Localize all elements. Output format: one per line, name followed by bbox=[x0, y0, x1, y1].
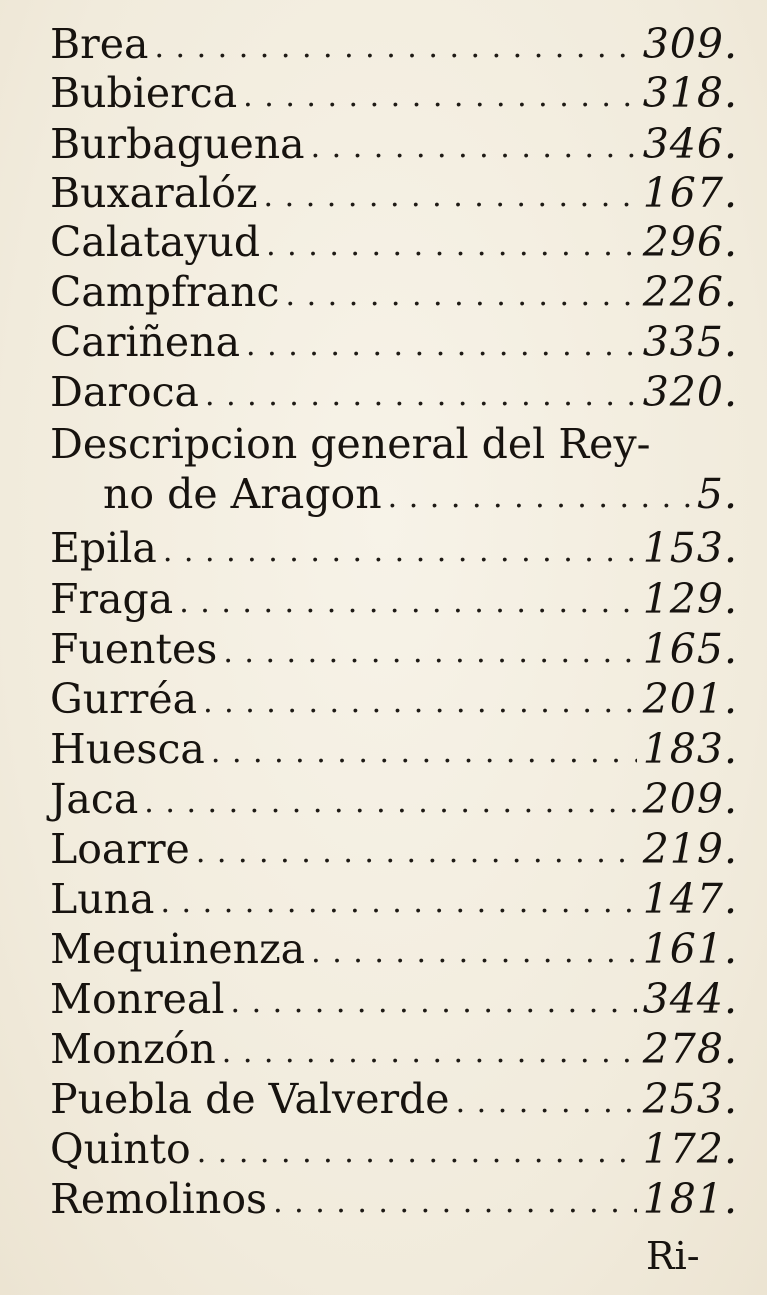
entry-name: Remolinos bbox=[50, 1175, 268, 1223]
dot-leader bbox=[205, 366, 637, 418]
index-entry bbox=[50, 823, 738, 875]
index-entry bbox=[50, 366, 738, 418]
entry-name: Monzón bbox=[50, 1025, 216, 1073]
entry-page: 309. bbox=[642, 20, 738, 68]
index-entry bbox=[50, 723, 738, 775]
dot-leader bbox=[179, 573, 637, 625]
entry-page: 147. bbox=[642, 875, 738, 923]
dot-leader bbox=[231, 973, 637, 1025]
index-entry bbox=[50, 973, 738, 1025]
entry-page: 153. bbox=[642, 524, 738, 572]
entry-name: Huesca bbox=[50, 725, 205, 773]
index-entry bbox=[50, 1123, 738, 1175]
entry-page: 219. bbox=[642, 825, 738, 873]
entry-name: Puebla de Valverde bbox=[50, 1075, 450, 1123]
dot-leader bbox=[388, 468, 691, 520]
entry-name: Bubierca bbox=[50, 69, 238, 117]
dot-leader bbox=[160, 873, 636, 925]
catchword: Ri- bbox=[646, 1234, 700, 1278]
dot-leader bbox=[163, 522, 637, 574]
entry-page: 5. bbox=[696, 470, 738, 518]
entry-page: 181. bbox=[642, 1175, 738, 1223]
entry-name: Cariñena bbox=[50, 318, 241, 366]
dot-leader bbox=[266, 216, 637, 268]
entry-page: 320. bbox=[642, 368, 738, 416]
entry-page: 183. bbox=[642, 725, 738, 773]
dot-leader bbox=[246, 316, 637, 368]
dot-leader bbox=[286, 266, 637, 318]
entry-page: 129. bbox=[642, 575, 738, 623]
entry-page: 344. bbox=[642, 975, 738, 1023]
entry-page: 335. bbox=[642, 318, 738, 366]
entry-name: Jaca bbox=[50, 775, 139, 823]
index-entry bbox=[50, 167, 738, 219]
entry-name: Epila bbox=[50, 524, 157, 572]
index-entry bbox=[50, 18, 738, 70]
dot-leader bbox=[196, 823, 637, 875]
index-entry bbox=[50, 118, 738, 170]
entry-page: 201. bbox=[642, 675, 738, 723]
entry-name: Calatayud bbox=[50, 218, 261, 266]
entry-page: 226. bbox=[642, 268, 738, 316]
index-entry bbox=[50, 316, 738, 368]
dot-leader bbox=[311, 923, 637, 975]
index-entry bbox=[50, 522, 738, 574]
entry-name: Burbaguena bbox=[50, 120, 305, 168]
index-entry bbox=[50, 418, 738, 470]
entry-name: Fraga bbox=[50, 575, 174, 623]
entry-name: Daroca bbox=[50, 368, 200, 416]
entry-name: no de Aragon bbox=[103, 470, 382, 518]
dot-leader bbox=[456, 1073, 637, 1125]
index-entry bbox=[50, 1073, 738, 1125]
entry-page: 209. bbox=[642, 775, 738, 823]
index-entry bbox=[50, 1173, 738, 1225]
entry-page: 296. bbox=[642, 218, 738, 266]
entry-name: Descripcion general del Rey- bbox=[50, 420, 651, 468]
index-entry bbox=[50, 1023, 738, 1075]
entry-page: 172. bbox=[642, 1125, 738, 1173]
dot-leader bbox=[273, 1173, 637, 1225]
dot-leader bbox=[154, 18, 636, 70]
entry-page: 318. bbox=[642, 69, 738, 117]
index-entry bbox=[50, 923, 738, 975]
dot-leader bbox=[264, 167, 637, 219]
index-entry bbox=[50, 266, 738, 318]
dot-leader bbox=[203, 673, 637, 725]
entry-page: 278. bbox=[642, 1025, 738, 1073]
dot-leader bbox=[197, 1123, 637, 1175]
dot-leader bbox=[223, 623, 636, 675]
index-entry bbox=[50, 67, 738, 119]
dot-leader bbox=[211, 723, 637, 775]
entry-name: Luna bbox=[50, 875, 155, 923]
dot-leader bbox=[222, 1023, 637, 1075]
index-entry bbox=[50, 873, 738, 925]
index-entry bbox=[50, 773, 738, 825]
entry-name: Gurréa bbox=[50, 675, 198, 723]
entry-name: Mequinenza bbox=[50, 925, 306, 973]
entry-page: 253. bbox=[642, 1075, 738, 1123]
dot-leader bbox=[311, 118, 637, 170]
entry-page: 167. bbox=[642, 169, 738, 217]
entry-name: Monreal bbox=[50, 975, 225, 1023]
entry-page: 161. bbox=[642, 925, 738, 973]
index-entry bbox=[50, 573, 738, 625]
entry-name: Brea bbox=[50, 20, 149, 68]
entry-name: Loarre bbox=[50, 825, 190, 873]
entry-name: Fuentes bbox=[50, 625, 218, 673]
dot-leader bbox=[243, 67, 637, 119]
entry-page: 346. bbox=[642, 120, 738, 168]
entry-name: Buxaralóz bbox=[50, 169, 258, 217]
index-entry bbox=[50, 623, 738, 675]
entry-name: Quinto bbox=[50, 1125, 191, 1173]
entry-page: 165. bbox=[642, 625, 738, 673]
index-entry bbox=[103, 468, 738, 520]
index-entry bbox=[50, 673, 738, 725]
index-entry bbox=[50, 216, 738, 268]
entry-name: Campfranc bbox=[50, 268, 280, 316]
dot-leader bbox=[144, 773, 636, 825]
